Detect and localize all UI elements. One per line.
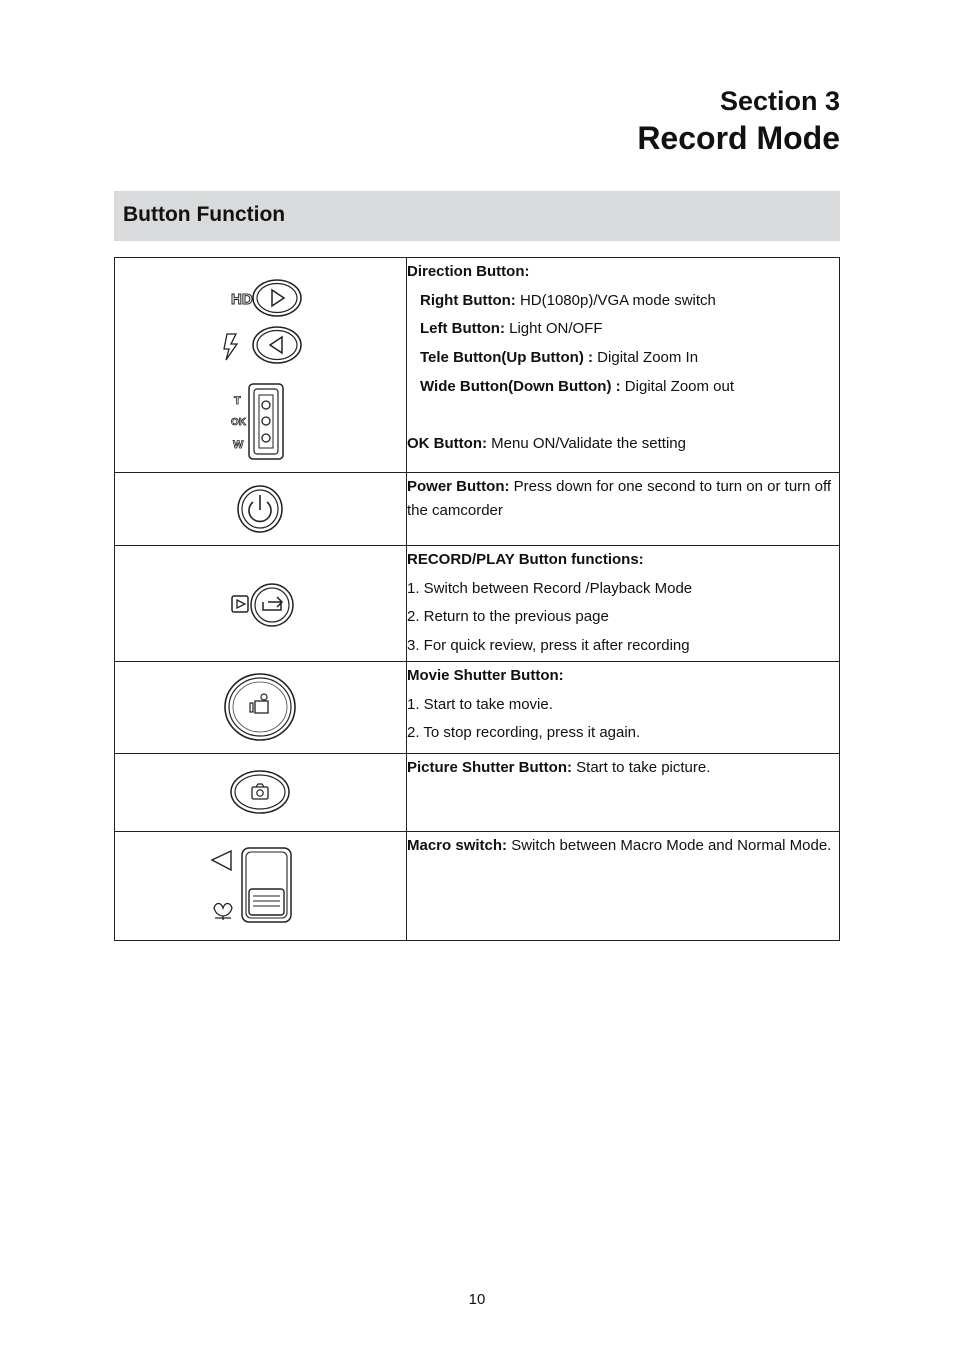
- icon-cell: [115, 831, 407, 940]
- icon-cell: [115, 753, 407, 831]
- list-item: [407, 430, 839, 459]
- description-cell: [407, 473, 840, 546]
- item-label: Tele Button(Up Button) :: [420, 349, 594, 367]
- flash-icon: [224, 334, 237, 360]
- list-item: [407, 344, 839, 373]
- list-item: [407, 832, 839, 858]
- section-title: Record Mode: [637, 120, 840, 156]
- icon-cell: [115, 258, 407, 473]
- table-row: [115, 473, 840, 546]
- description-cell: [407, 753, 840, 831]
- list-item: 2. Return to the previous page: [407, 608, 609, 626]
- item-text: Press down for one second to turn on or turn off the camcorder: [407, 478, 832, 519]
- page-number: 10: [468, 1291, 486, 1308]
- table-row: [115, 753, 840, 831]
- item-label: Right Button:: [420, 291, 516, 309]
- description-cell: [407, 661, 840, 753]
- item-text: Menu ON/Validate the setting: [486, 435, 686, 453]
- spacer: [407, 402, 839, 431]
- item-text: Digital Zoom out: [620, 377, 735, 395]
- description-cell: [407, 258, 840, 473]
- band-title: Button Function: [123, 203, 286, 226]
- list-item: [407, 754, 839, 780]
- hd-label: HD: [231, 291, 253, 308]
- normal-mode-icon: [212, 851, 231, 870]
- list-item: [407, 373, 839, 402]
- table-row: [115, 661, 840, 753]
- list-item: 3. For quick review, press it after recording: [407, 637, 690, 655]
- item-label: OK Button:: [407, 435, 487, 453]
- row-title: RECORD/PLAY Button functions:: [407, 551, 644, 568]
- macro-flower-icon: [214, 903, 232, 920]
- item-text: HD(1080p)/VGA mode switch: [515, 291, 716, 309]
- table-row: [115, 546, 840, 662]
- tele-label: T: [234, 395, 241, 407]
- list-item: [407, 473, 839, 523]
- table-row: [115, 258, 840, 473]
- left-button-icon: [253, 327, 301, 363]
- item-text: Switch between Macro Mode and Normal Mode.: [507, 836, 832, 854]
- description-cell: [407, 831, 840, 940]
- item-label: Left Button:: [420, 320, 505, 338]
- row-title: Direction Button:: [407, 263, 530, 280]
- item-text: Start to take picture.: [572, 758, 711, 776]
- row-title: Movie Shutter Button:: [407, 666, 564, 684]
- icon-cell: [115, 661, 407, 753]
- movie-shutter-button-icon: [115, 662, 406, 754]
- macro-switch-icon: [115, 832, 406, 941]
- table-row: [115, 831, 840, 940]
- right-button-icon: [253, 280, 301, 316]
- description-cell: [407, 546, 840, 662]
- picture-shutter-button-icon: [115, 754, 406, 832]
- zoom-ok-pad-icon: [249, 384, 283, 459]
- page-header: [637, 84, 840, 158]
- record-play-button-icon: [115, 546, 406, 661]
- item-text: Light ON/OFF: [504, 320, 603, 338]
- section-number: Section 3: [719, 86, 840, 116]
- item-label: Power Button:: [407, 478, 510, 495]
- power-button-icon: [115, 473, 406, 546]
- item-label: Macro switch:: [407, 836, 508, 854]
- list-item: 2. To stop recording, press it again.: [407, 724, 641, 742]
- wide-label: W: [233, 439, 244, 451]
- item-label: Wide Button(Down Button) :: [420, 377, 621, 395]
- item-text: Digital Zoom In: [593, 349, 699, 367]
- ok-label: OK: [231, 417, 246, 428]
- icon-cell: [115, 546, 407, 662]
- direction-buttons-icon: [115, 258, 406, 473]
- icon-cell: [115, 473, 407, 546]
- list-item: [407, 315, 839, 344]
- list-item: 1. Switch between Record /Playback Mode: [407, 579, 693, 597]
- button-function-table: [114, 257, 840, 941]
- list-item: 1. Start to take movie.: [407, 695, 553, 713]
- list-item: [407, 287, 839, 316]
- section-band: [114, 191, 840, 241]
- item-label: Picture Shutter Button:: [407, 758, 572, 776]
